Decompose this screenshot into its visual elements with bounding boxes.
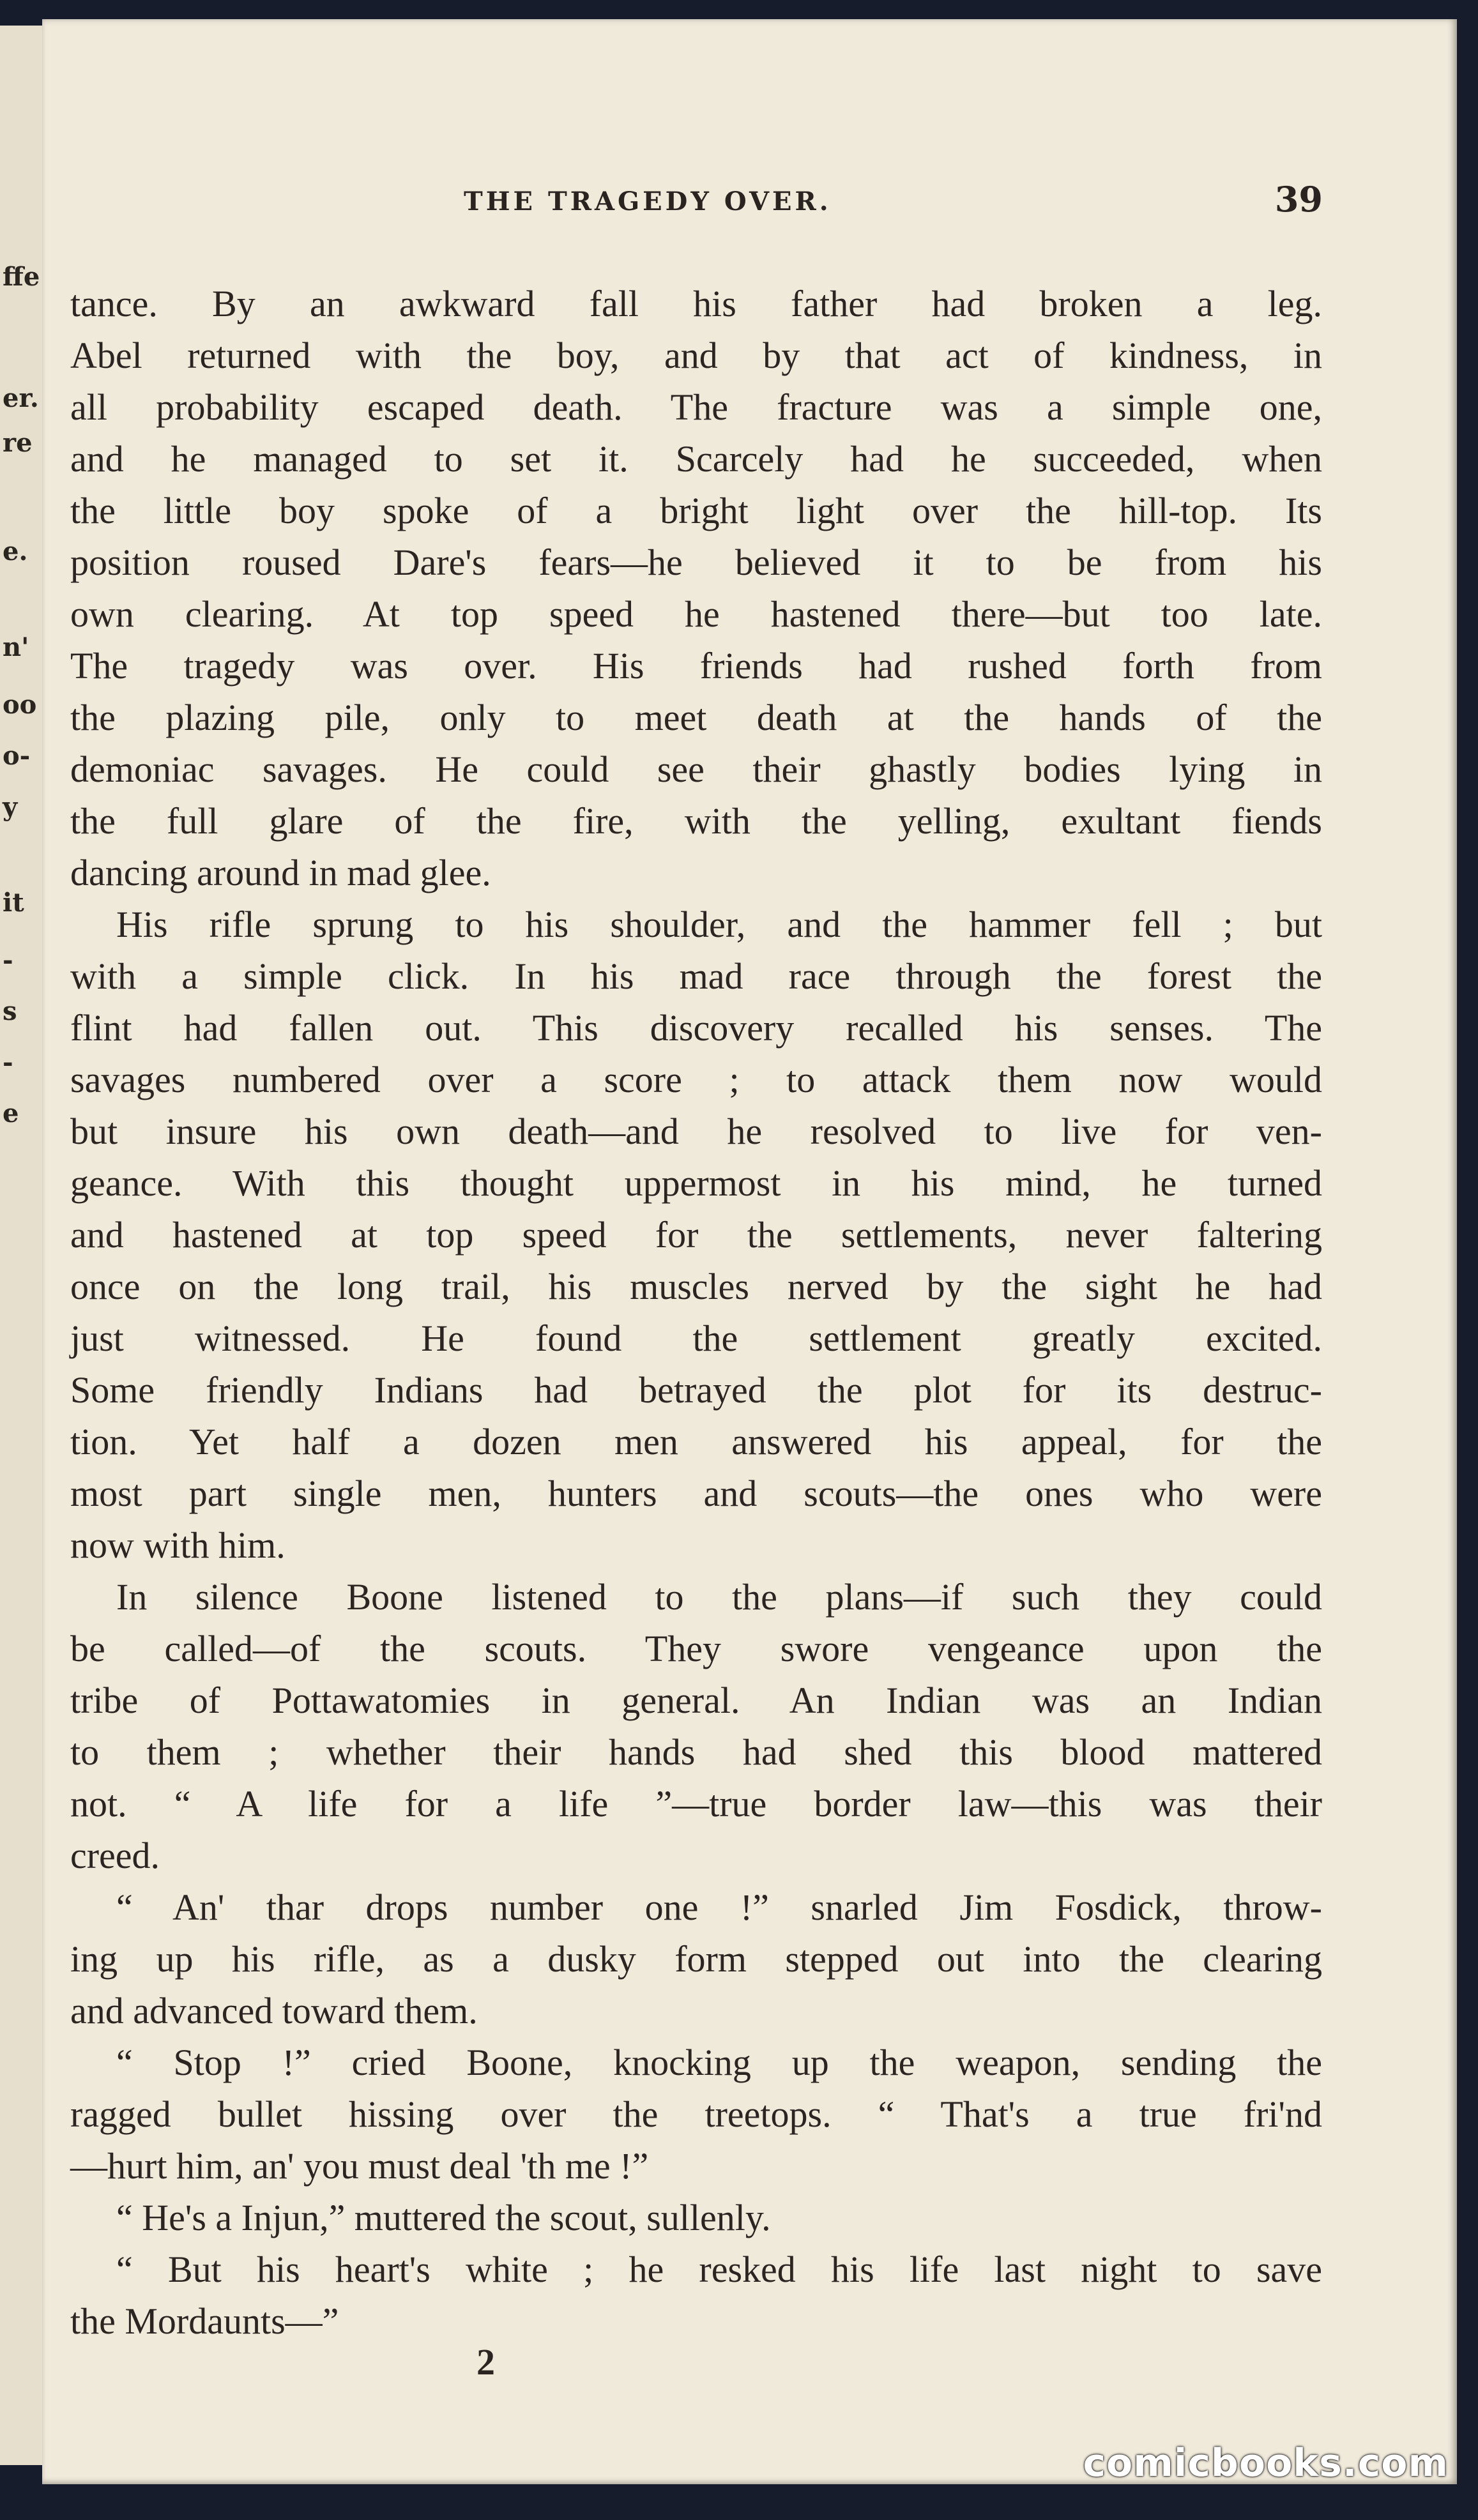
text-line: dancing around in mad glee. (70, 852, 491, 893)
text-line: “ But his heart's white ; he resked his life last night to save (116, 2249, 1322, 2290)
text-line: the plazing pile, only to meet death at the hands of the (70, 697, 1322, 738)
text-line: Abel returned with the boy, and by that act of kindness, in (70, 335, 1322, 376)
text-line: to them ; whether their hands had shed this blood mattered (70, 1731, 1322, 1773)
text-line: the little boy spoke of a bright light over the hill-top. Its (70, 490, 1322, 531)
text-line: demoniac savages. He could see their ghastly bodies lying in (70, 748, 1322, 790)
previous-page-edge (0, 26, 44, 2465)
text-line: be called—of the scouts. They swore vengeance upon the (70, 1628, 1322, 1669)
text-line: savages numbered over a score ; to attack them now would (70, 1059, 1322, 1100)
page-number: 39 (1274, 179, 1323, 220)
text-line: the Mordaunts—” (70, 2300, 339, 2342)
prev-fragment: - (3, 1047, 13, 1077)
text-line: ragged bullet hissing over the treetops. “ That's a true fri'nd (70, 2093, 1322, 2135)
text-line: In silence Boone listened to the plans—if such they could (116, 1576, 1322, 1618)
text-line: own clearing. At top speed he hastened there—but too late. (70, 593, 1322, 635)
text-line: flint had fallen out. This discovery recalled his senses. The (70, 1007, 1322, 1049)
text-line: and he managed to set it. Scarcely had he succeeded, when (70, 438, 1322, 480)
text-line: tance. By an awkward fall his father had broken a leg. (70, 283, 1322, 324)
prev-fragment: e. (3, 536, 28, 566)
text-line: tion. Yet half a dozen men answered his appeal, for the (70, 1421, 1322, 1462)
text-line: and advanced toward them. (70, 1990, 478, 2031)
prev-fragment: re (3, 428, 33, 458)
prev-fragment: e (3, 1098, 19, 1128)
prev-fragment: oo (3, 690, 37, 720)
text-line: Some friendly Indians had betrayed the plot for its destruc- (70, 1369, 1322, 1411)
prev-fragment: o- (3, 741, 31, 771)
text-line: His rifle sprung to his shoulder, and the hammer fell ; but (116, 904, 1322, 945)
text-line: the full glare of the fire, with the yelling, exultant fiends (70, 800, 1322, 842)
text-line: ing up his rifle, as a dusky form stepped out into the clearing (70, 1938, 1322, 1980)
prev-fragment: ffe (3, 262, 40, 292)
text-line: position roused Dare's fears—he believed it to be from his (70, 542, 1322, 583)
text-line: most part single men, hunters and scouts—the ones who were (70, 1473, 1322, 1514)
previous-page-fragments (0, 26, 42, 2465)
prev-fragment: s (3, 996, 17, 1026)
prev-fragment: - (3, 945, 13, 975)
running-title: THE TRAGEDY OVER. (464, 186, 832, 216)
text-line: “ Stop !” cried Boone, knocking up the weapon, sending the (116, 2042, 1322, 2083)
text-line: with a simple click. In his mad race through the forest the (70, 955, 1322, 997)
running-head (42, 172, 1457, 224)
text-line: just witnessed. He found the settlement greatly excited. (70, 1317, 1322, 1359)
prev-fragment: er. (3, 383, 39, 413)
text-line: now with him. (70, 1524, 286, 1566)
text-line: —hurt him, an' you must deal 'th me !” (70, 2145, 649, 2187)
text-line: “ He's a Injun,” muttered the scout, sullenly. (116, 2197, 771, 2238)
prev-fragment: n' (3, 632, 29, 662)
text-line: once on the long trail, his muscles nerved by the sight he had (70, 1266, 1322, 1307)
text-line: creed. (70, 1835, 160, 1876)
prev-fragment: y (3, 792, 18, 822)
prev-fragment: it (3, 888, 24, 918)
text-line: all probability escaped death. The fracture was a simple one, (70, 386, 1322, 428)
text-line: not. “ A life for a life ”—true border law—this was their (70, 1783, 1322, 1825)
signature-mark: 2 (476, 2341, 495, 2383)
text-line: “ An' thar drops number one !” snarled Jim Fosdick, throw- (116, 1886, 1322, 1928)
book-page (42, 19, 1457, 2484)
watermark-text: comicbooks.com (1083, 2441, 1449, 2486)
text-line: tribe of Pottawatomies in general. An Indian was an Indian (70, 1680, 1322, 1721)
text-line: The tragedy was over. His friends had rushed forth from (70, 645, 1322, 687)
text-line: and hastened at top speed for the settlements, never faltering (70, 1214, 1322, 1256)
text-line: geance. With this thought uppermost in his mind, he turned (70, 1162, 1322, 1204)
text-line: but insure his own death—and he resolved to live for ven- (70, 1111, 1322, 1152)
body-text (70, 278, 1322, 2347)
